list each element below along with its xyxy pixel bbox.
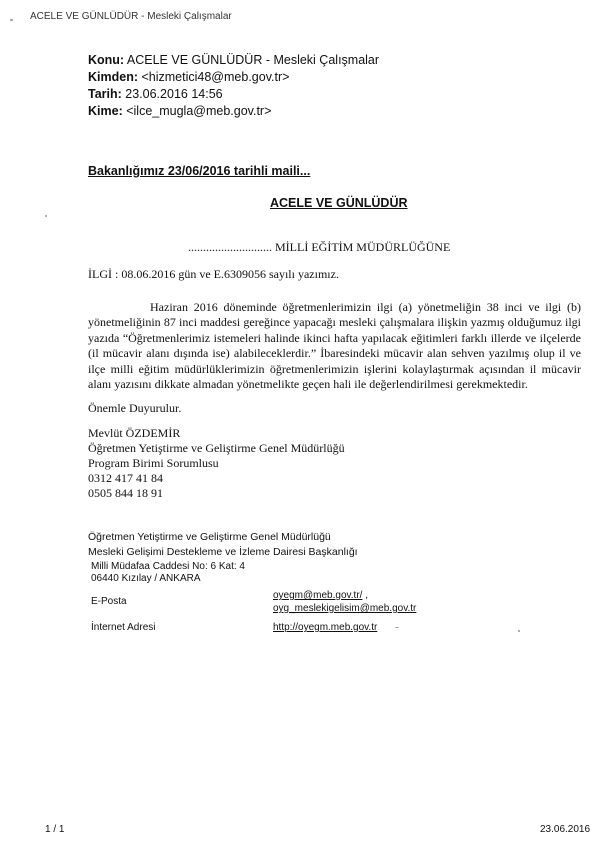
signature-phone-2: 0505 844 18 91 (88, 486, 163, 500)
forward-note: Bakanlığımız 23/06/2016 tarihli maili... (88, 164, 311, 178)
footer-org-line-1: Öğretmen Yetiştirme ve Geliştirme Genel Müdürlüğü (88, 531, 331, 543)
page-header-title: ACELE VE GÜNLÜDÜR - Mesleki Çalışmalar (30, 11, 232, 22)
scan-speck (45, 215, 47, 217)
email-date: 23.06.2016 14:56 (125, 87, 223, 101)
body-paragraph: Haziran 2016 döneminde öğretmenlerimizin ilgi (a) yönetmeliğin 38 inci ve ilgi (b) yönetmeliğinin 87 inci maddesi gereğince yapacağı mesleki çalışmalara ilişkin yazmış olduğumuz ilgi yazıda “Öğretmenlerimiz istemeleri halinde ikinci hafta yapılacak eğitimleri farklı illerde ve ilçelerde (il mücavir alanı dışında ise) alabileceklerdir.” İbaresindeki mücavir alan sehven yazılmış olup il ve ilçe milli eğitim müdürlüklerimizin öğretmenlerimizin işlerini kolaylaştırmak açısından il mücavir alanı yazısını dikkate almadan yönetmelikte geçen hali ile değerlendirilmesi gerekmektedir. (88, 300, 581, 392)
from-label: Kimden: (88, 70, 138, 84)
signature-name: Mevlüt ÖZDEMİR (88, 426, 181, 440)
to-label: Kime: (88, 104, 123, 118)
email-date-row (88, 87, 223, 101)
email-subject-row (88, 53, 379, 67)
footer-org-line-2: Mesleki Gelişimi Destekleme ve İzleme Dairesi Başkanlığı (88, 546, 358, 558)
page-number: 1 / 1 (45, 824, 65, 835)
email-link-1[interactable]: oyegm@meb.gov.tr/ (273, 590, 363, 601)
footer-address-1: Milli Müdafaa Caddesi No: 6 Kat: 4 (91, 561, 245, 572)
scan-speck (10, 19, 13, 21)
email-link-1-row (273, 590, 368, 601)
signature-phone-1: 0312 417 41 84 (88, 471, 163, 485)
email-separator: , (365, 590, 369, 601)
email-label: E-Posta (91, 596, 127, 607)
footer-address-2: 06440 Kızılay / ANKARA (91, 573, 201, 584)
date-label: Tarih: (88, 87, 122, 101)
urgent-heading: ACELE VE GÜNLÜDÜR (270, 196, 408, 210)
email-from-row (88, 70, 289, 84)
reference-line: İLGİ : 08.06.2016 gün ve E.6309056 sayılı yazımız. (88, 267, 339, 281)
notice-text: Önemle Duyurulur. (88, 401, 182, 415)
scan-speck (395, 627, 399, 628)
email-link-2[interactable]: oyg_meslekigelisim@meb.gov.tr (273, 603, 417, 614)
email-to: <ilce_mugla@meb.gov.tr> (126, 104, 272, 118)
email-to-row (88, 104, 271, 118)
subject-label: Konu: (88, 53, 125, 67)
scan-speck (518, 630, 520, 632)
page-footer-date: 23.06.2016 (540, 824, 591, 835)
web-label: İnternet Adresi (91, 622, 156, 633)
email-subject: ACELE VE GÜNLÜDÜR - Mesleki Çalışmalar (126, 53, 380, 67)
signature-title: Program Birimi Sorumlusu (88, 456, 219, 470)
addressee: ............................ MİLLİ EĞİTİM MÜDÜRLÜĞÜNE (188, 240, 451, 254)
email-from: <hizmetici48@meb.gov.tr> (141, 70, 290, 84)
web-link[interactable]: http://oyegm.meb.gov.tr (273, 622, 378, 633)
signature-unit: Öğretmen Yetiştirme ve Geliştirme Genel Müdürlüğü (88, 441, 345, 455)
